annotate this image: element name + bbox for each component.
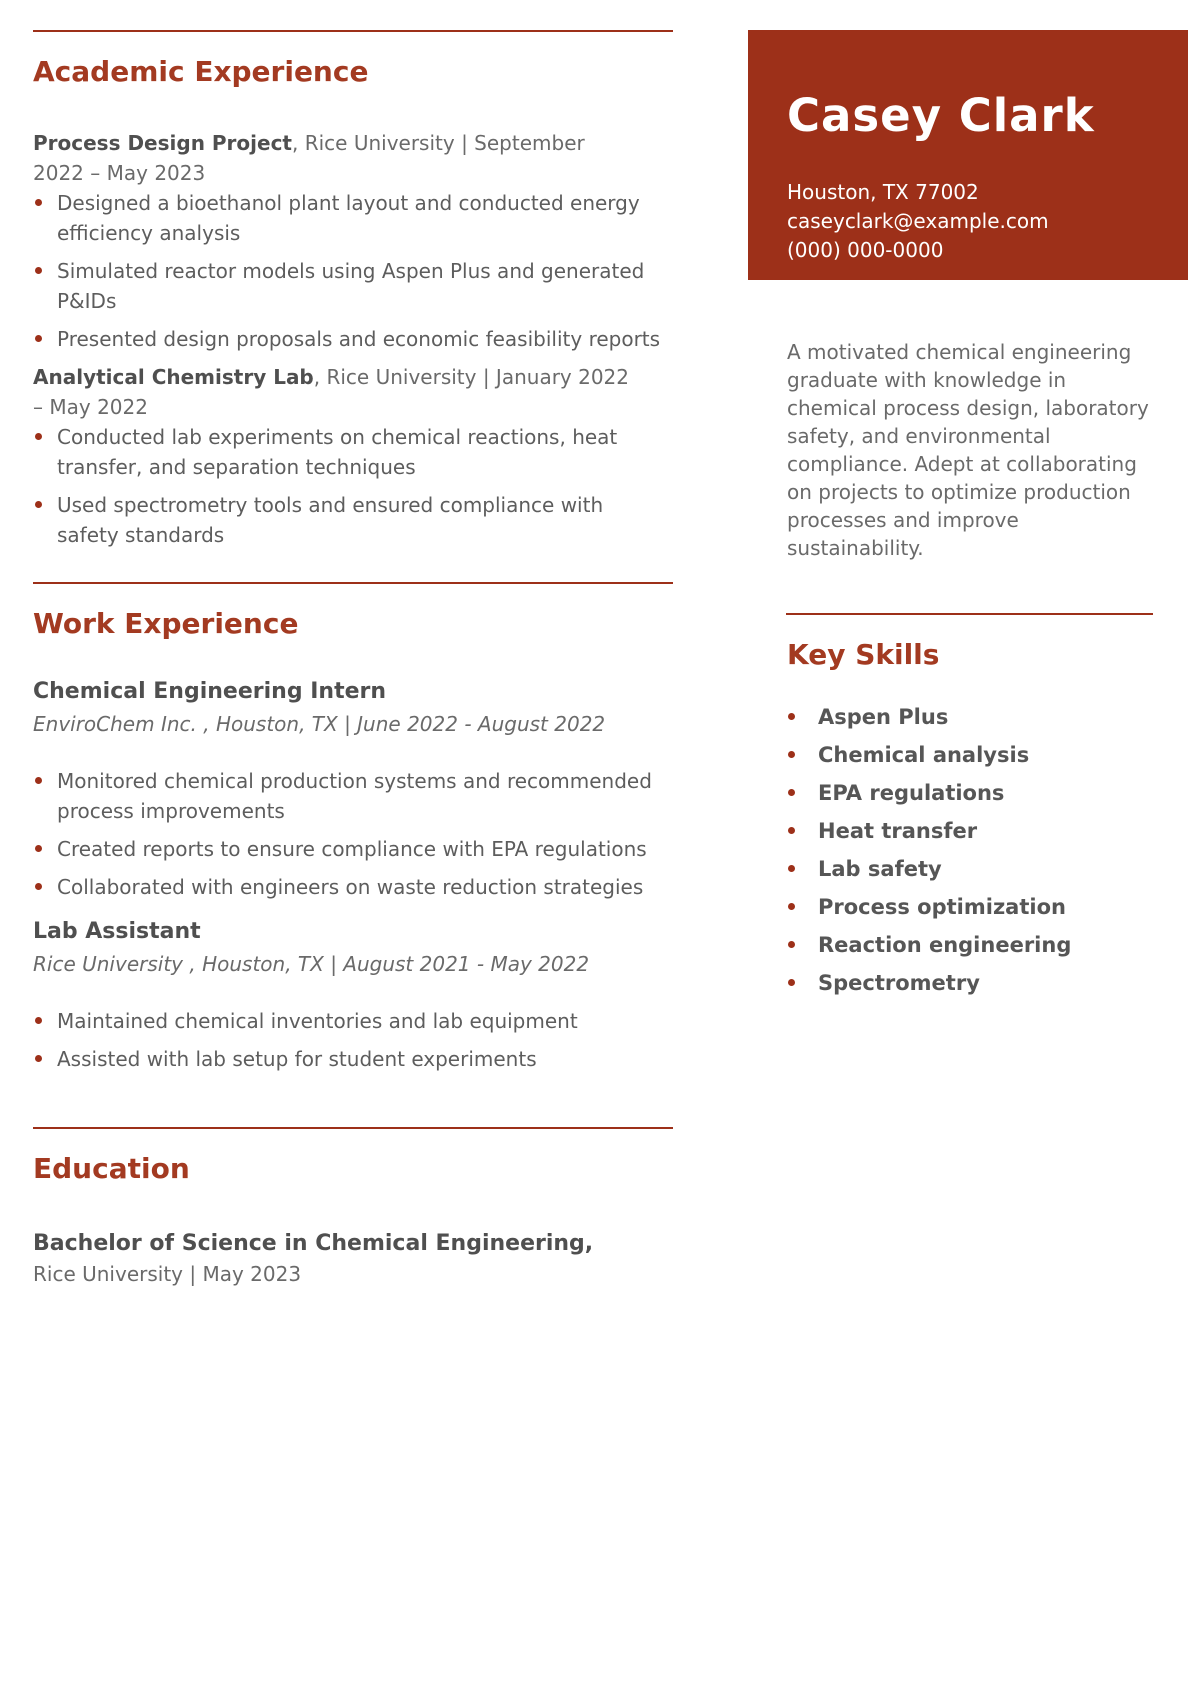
- section-education: [33, 1127, 673, 1289]
- academic-entry-2-name: Analytical Chemistry Lab: [33, 365, 314, 389]
- bullet-item: Simulated reactor models using Aspen Plus and generated P&IDs: [33, 256, 663, 316]
- section-divider: [33, 582, 673, 584]
- job-2-meta: Rice University , Houston, TX | August 2021 - May 2022: [33, 952, 590, 976]
- section-divider: [786, 613, 1153, 615]
- contact-phone: (000) 000-0000: [787, 238, 944, 262]
- job-entry-1: [33, 678, 673, 902]
- academic-entry-1-bullets: [33, 188, 663, 354]
- professional-summary: A motivated chemical engineering graduate with knowledge in chemical process design, laboratory safety, and environmental compliance. Adept at collaborating on projects to optimize production processes and improve sustainability.: [787, 340, 1149, 560]
- contact-email: caseyclark@example.com: [787, 209, 1049, 233]
- job-1-meta: EnviroChem Inc. , Houston, TX | June 2022 - August 2022: [33, 712, 606, 736]
- right-column: [748, 30, 1188, 1008]
- job-entry-2: [33, 918, 673, 1074]
- academic-section-title: Academic Experience: [33, 55, 369, 88]
- job-1-title: Chemical Engineering Intern: [33, 679, 387, 704]
- bullet-item: Created reports to ensure compliance with EPA regulations: [33, 834, 663, 864]
- education-degree: Bachelor of Science in Chemical Engineering,: [33, 1231, 594, 1256]
- bullet-item: Presented design proposals and economic feasibility reports: [33, 324, 663, 354]
- academic-entry-1-heading: [33, 128, 639, 188]
- skill-item: Reaction engineering: [787, 932, 1188, 958]
- bullet-item: Conducted lab experiments on chemical reactions, heat transfer, and separation techniques: [33, 422, 663, 482]
- section-academic-experience: [33, 30, 673, 550]
- academic-entry-2-bullets: [33, 422, 663, 550]
- academic-entry-1-meta: , Rice University | September 2022 – May 2023: [33, 131, 585, 185]
- header-card: [748, 30, 1188, 280]
- bullet-item: Maintained chemical inventories and lab equipment: [33, 1006, 663, 1036]
- section-divider: [33, 1127, 673, 1129]
- academic-entry-2-meta: , Rice University | January 2022 – May 2022: [33, 365, 630, 419]
- bullet-item: Designed a bioethanol plant layout and conducted energy efficiency analysis: [33, 188, 663, 248]
- job-2-title: Lab Assistant: [33, 919, 201, 944]
- skill-item: Heat transfer: [787, 818, 1188, 844]
- bullet-item: Assisted with lab setup for student experiments: [33, 1044, 663, 1074]
- skill-item: Lab safety: [787, 856, 1188, 882]
- bullet-item: Used spectrometry tools and ensured compliance with safety standards: [33, 490, 663, 550]
- work-section-title: Work Experience: [33, 607, 299, 640]
- contact-block: [787, 178, 1168, 265]
- job-1-bullets: [33, 766, 663, 902]
- skill-item: EPA regulations: [787, 780, 1188, 806]
- skill-item: Chemical analysis: [787, 742, 1188, 768]
- education-school: Rice University | May 2023: [33, 1262, 302, 1286]
- academic-entry-2-heading: [33, 362, 639, 422]
- skill-item: Aspen Plus: [787, 704, 1188, 730]
- bullet-item: Monitored chemical production systems and recommended process improvements: [33, 766, 663, 826]
- contact-location: Houston, TX 77002: [787, 180, 979, 204]
- key-skills-list: [787, 704, 1188, 996]
- skill-item: Spectrometry: [787, 970, 1188, 996]
- skill-item: Process optimization: [787, 894, 1188, 920]
- academic-entry-1-name: Process Design Project: [33, 131, 292, 155]
- education-section-title: Education: [33, 1152, 190, 1185]
- section-work-experience: [33, 582, 673, 1074]
- person-name: Casey Clark: [787, 89, 1095, 142]
- key-skills-title: Key Skills: [787, 638, 940, 671]
- job-2-bullets: [33, 1006, 663, 1074]
- bullet-item: Collaborated with engineers on waste reduction strategies: [33, 872, 663, 902]
- section-divider: [33, 30, 673, 32]
